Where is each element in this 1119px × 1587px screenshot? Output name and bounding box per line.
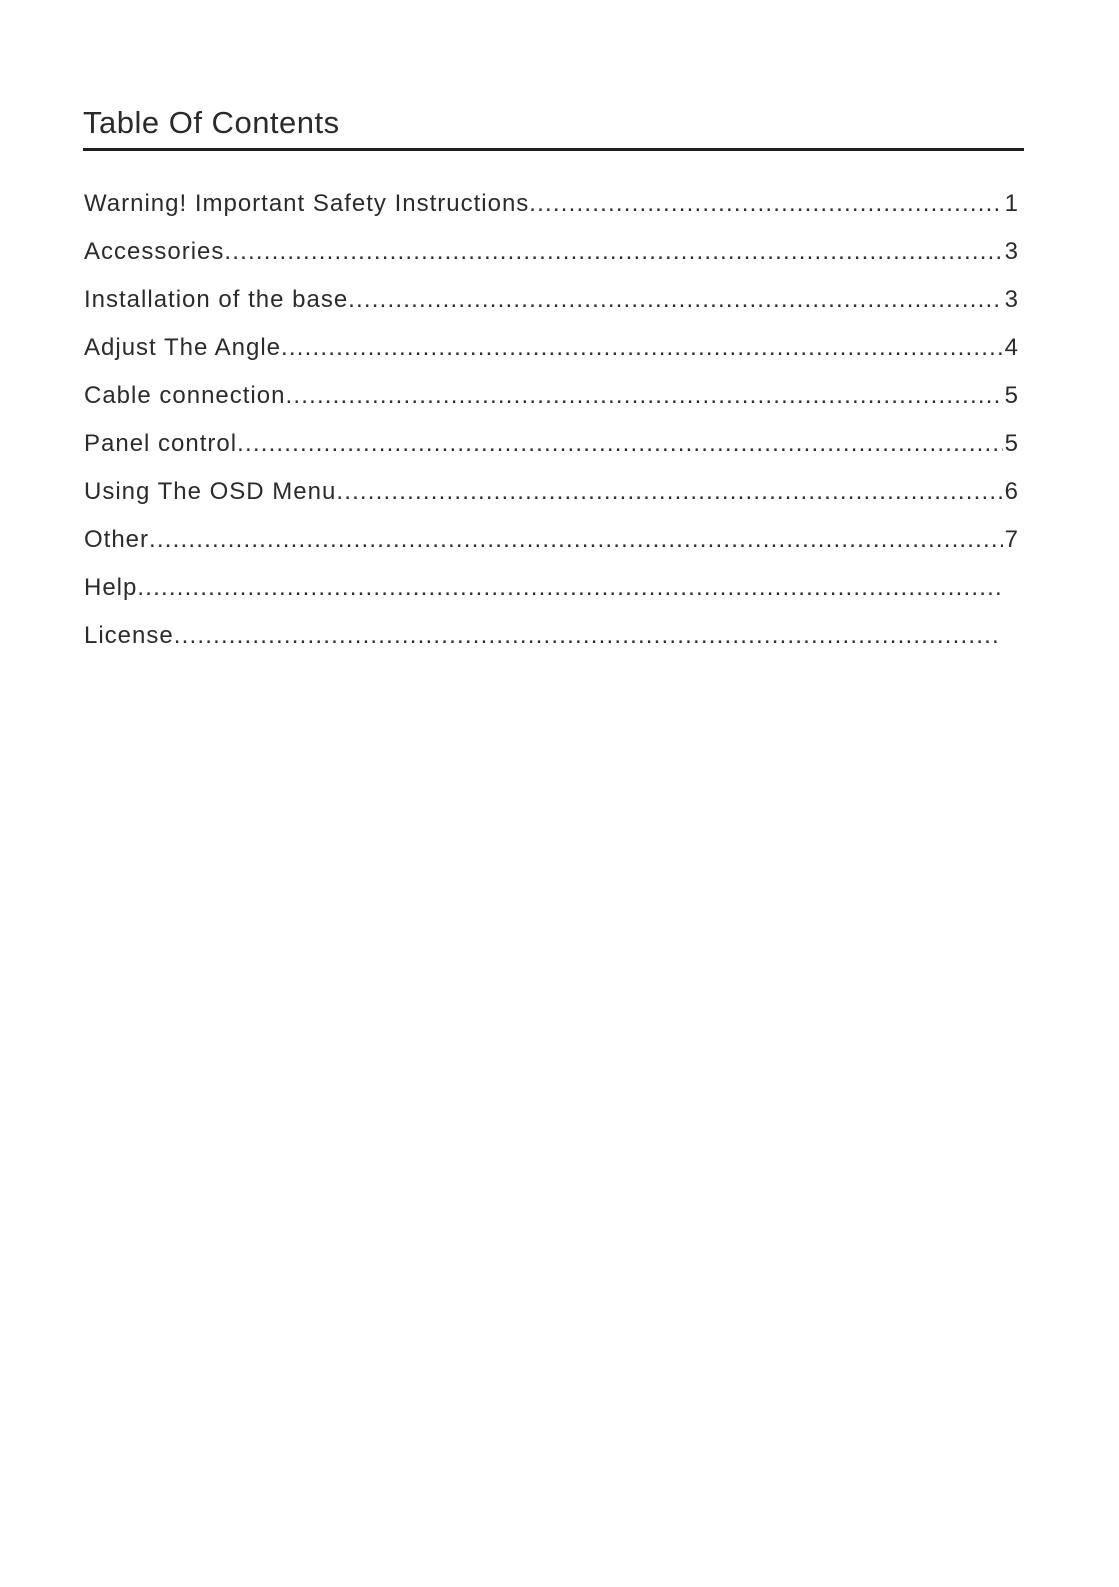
- toc-entry-label: Warning! Important Safety Instructions: [84, 190, 530, 217]
- toc-entry-installation-of-base[interactable]: [84, 286, 1019, 334]
- toc-entry-page-number: 3: [1004, 238, 1019, 265]
- toc-entry-page-number: 3: [1004, 286, 1019, 313]
- dot-leader: [281, 334, 1003, 362]
- dot-leader: [285, 382, 1003, 410]
- dot-leader: [224, 238, 1003, 266]
- toc-entry-other[interactable]: [84, 526, 1019, 574]
- toc-entry-page-number: 4: [1004, 334, 1019, 361]
- toc-entry-label: License: [84, 622, 174, 649]
- toc-entry-label: Adjust The Angle: [84, 334, 282, 361]
- toc-entry-license[interactable]: [84, 622, 1019, 670]
- toc-entry-label: Panel control: [84, 430, 238, 457]
- toc-entry-label: Accessories: [84, 238, 225, 265]
- page-title: Table Of Contents: [83, 105, 340, 140]
- toc-list: [84, 190, 1019, 670]
- toc-entry-accessories[interactable]: [84, 238, 1019, 286]
- dot-leader: [336, 478, 1003, 506]
- toc-entry-label: Installation of the base: [84, 286, 349, 313]
- toc-entry-safety-instructions[interactable]: [84, 190, 1019, 238]
- toc-entry-page-number: 5: [1004, 382, 1019, 409]
- dot-leader: [137, 574, 1001, 602]
- toc-entry-label: Using The OSD Menu: [84, 478, 337, 505]
- toc-entry-label: Help: [84, 574, 138, 601]
- toc-entry-osd-menu[interactable]: [84, 478, 1019, 526]
- toc-entry-page-number: 5: [1004, 430, 1019, 457]
- dot-leader: [529, 190, 1003, 218]
- toc-entry-page-number: 7: [1004, 526, 1019, 553]
- dot-leader: [348, 286, 1003, 314]
- toc-entry-cable-connection[interactable]: [84, 382, 1019, 430]
- toc-entry-adjust-angle[interactable]: [84, 334, 1019, 382]
- dot-leader: [149, 526, 1003, 554]
- toc-entry-help[interactable]: [84, 574, 1019, 622]
- dot-leader: [174, 622, 1001, 650]
- dot-leader: [237, 430, 1003, 458]
- toc-entry-panel-control[interactable]: [84, 430, 1019, 478]
- toc-entry-page-number: 6: [1004, 478, 1019, 505]
- toc-entry-page-number: 1: [1004, 190, 1019, 217]
- toc-entry-label: Cable connection: [84, 382, 286, 409]
- toc-entry-label: Other: [84, 526, 150, 553]
- title-divider: [83, 148, 1024, 151]
